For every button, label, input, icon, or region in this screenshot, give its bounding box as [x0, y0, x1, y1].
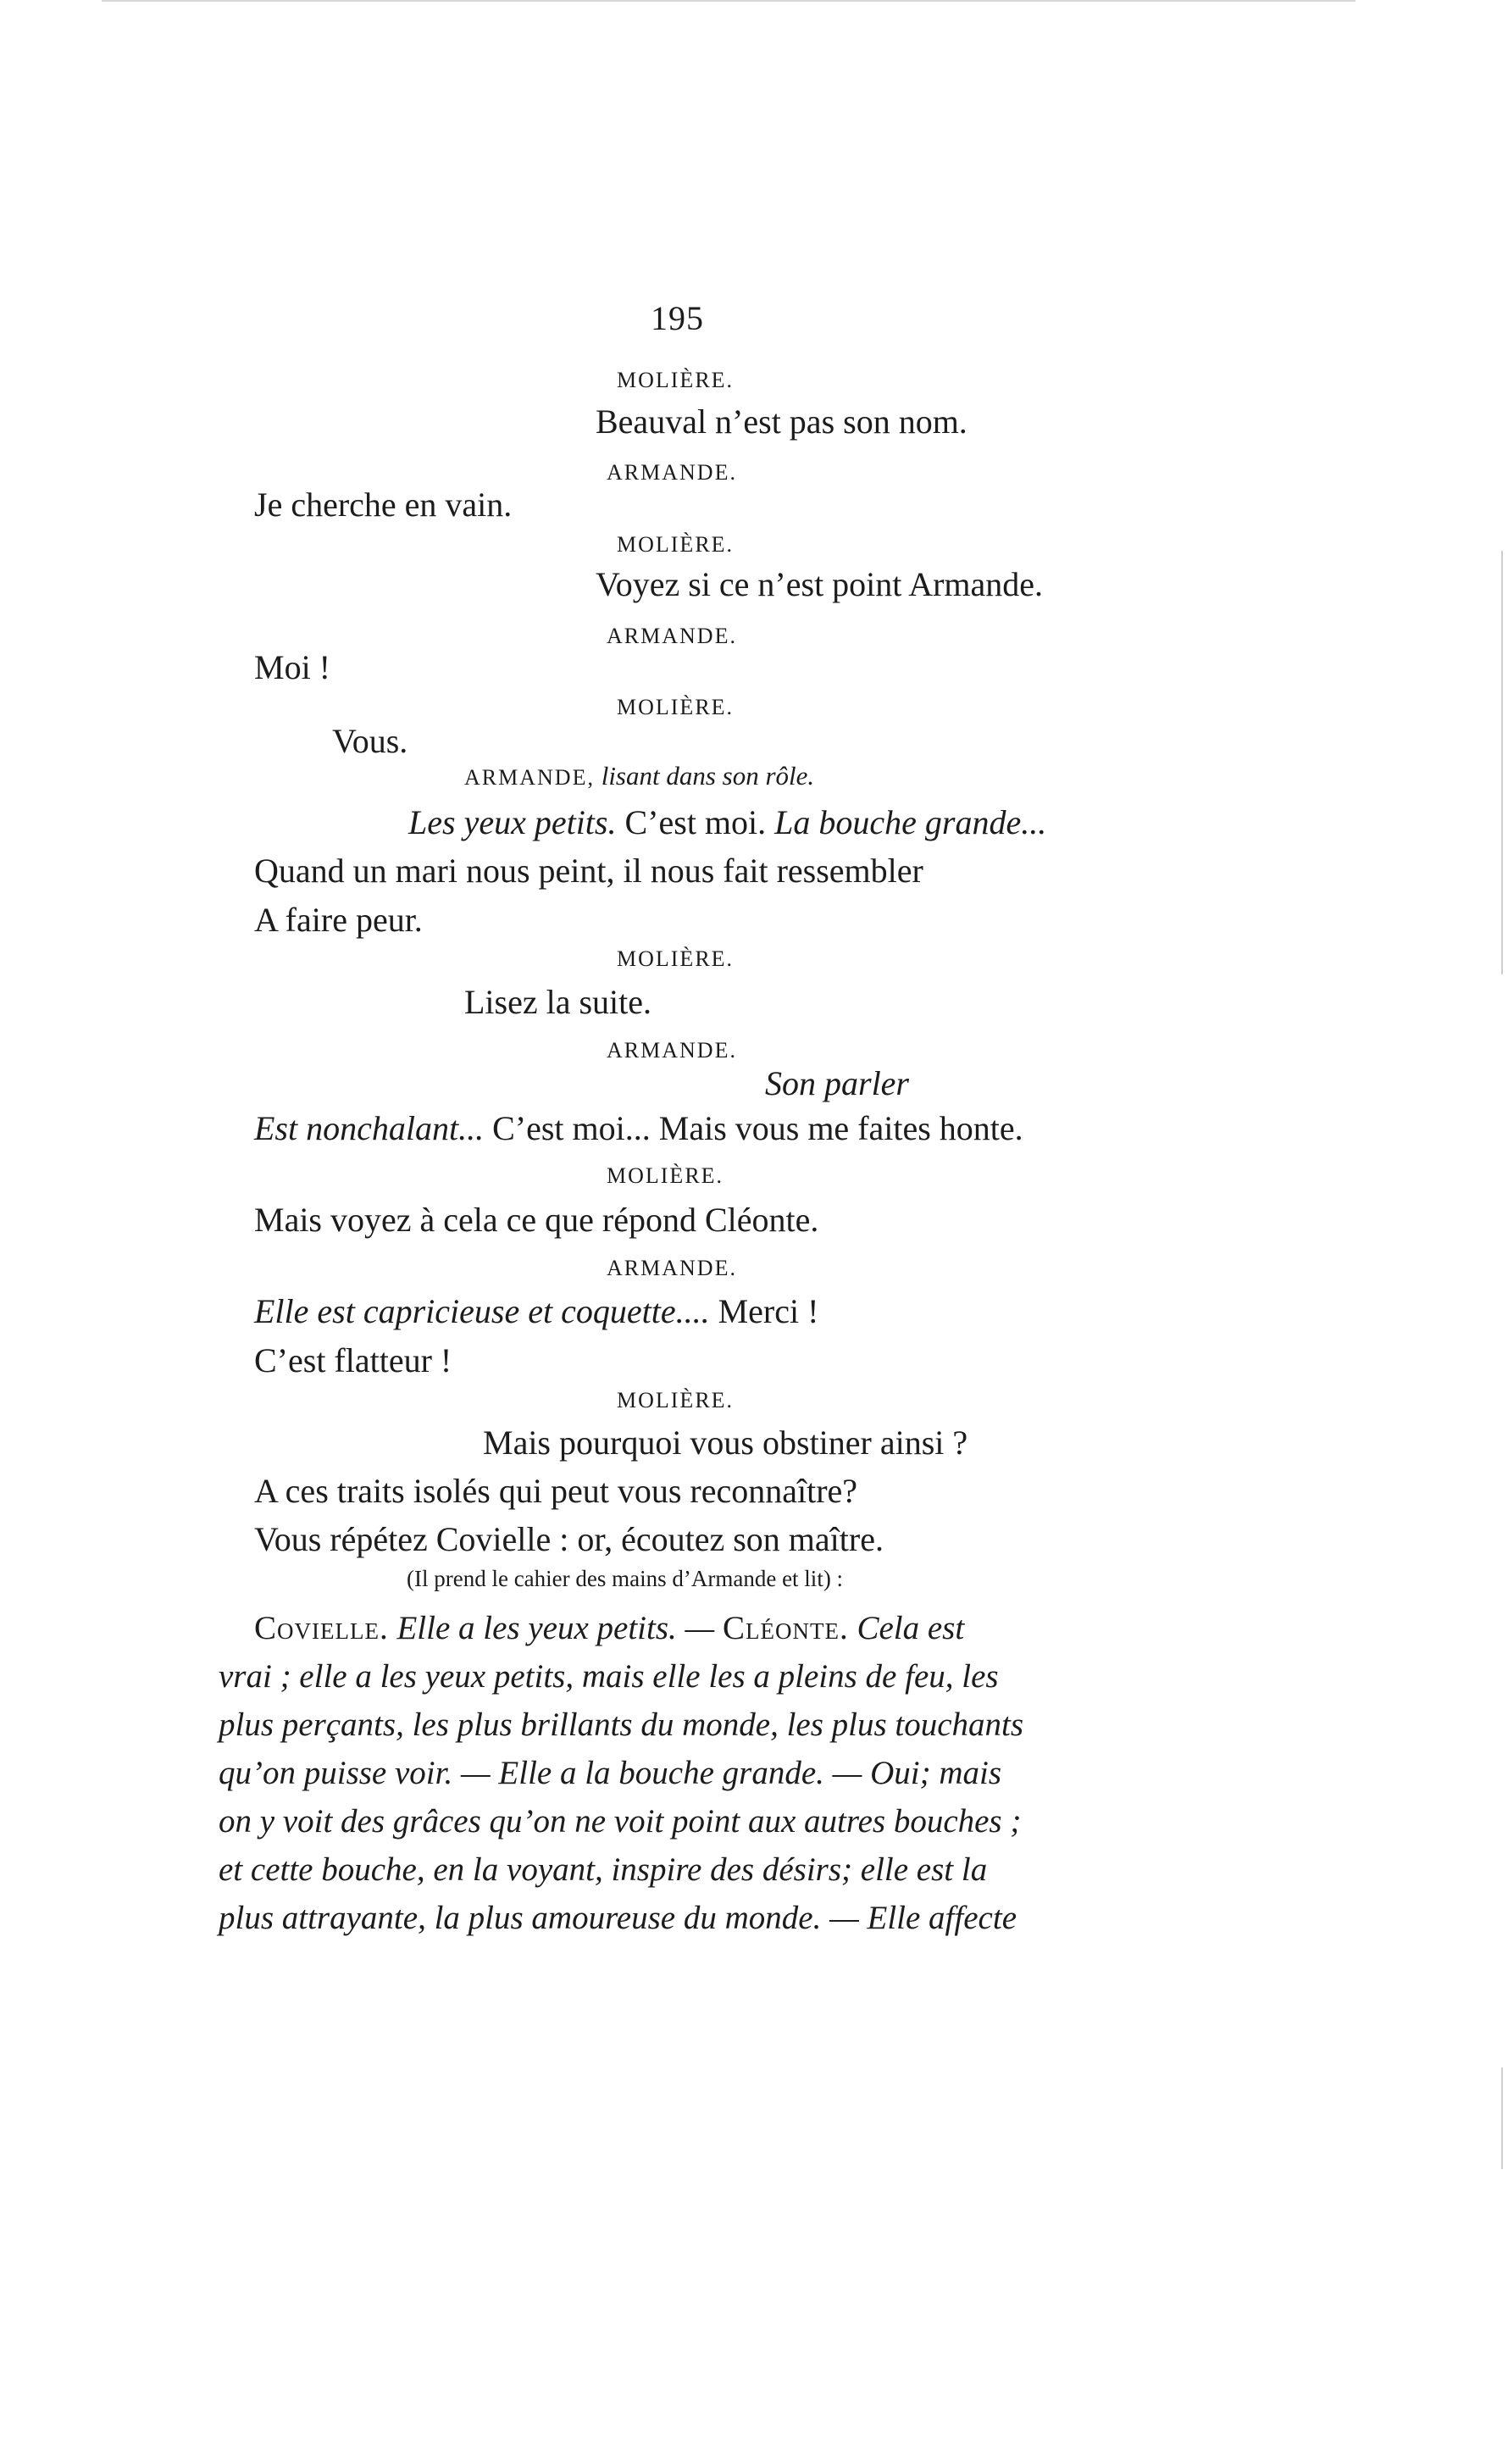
prose-text: Cela est [857, 1610, 965, 1646]
speaker-moliere: MOLIÈRE. [617, 946, 735, 971]
prose-line: on y voit des grâces qu’on ne voit point aux autres bouches ; [219, 1803, 1022, 1840]
prose-line: plus attrayante, la plus amoureuse du monde. — Elle affecte [219, 1900, 1017, 1936]
scan-right-edge-lower [1501, 2067, 1503, 2169]
verse-line: Vous répétez Covielle : or, écoutez son maître. [254, 1520, 884, 1558]
verse-line [254, 1109, 1023, 1147]
verse-line: Quand un mari nous peint, il nous fait ressembler [254, 852, 923, 890]
spoken-text: Merci ! [718, 1292, 819, 1330]
prose-line: et cette bouche, en la voyant, inspire des désirs; elle est la [219, 1851, 988, 1888]
speaker-name: ARMANDE, [464, 765, 595, 790]
speaker-moliere: MOLIÈRE. [617, 368, 735, 392]
speaker-moliere: MOLIÈRE. [617, 1388, 735, 1412]
scan-right-edge [1501, 551, 1503, 974]
quoted-text: Son parler [765, 1064, 909, 1102]
verse-line: Mais voyez à cela ce que répond Cléonte. [254, 1201, 819, 1239]
speaker-moliere: MOLIÈRE. [617, 695, 735, 719]
verse-line: Moi ! [254, 648, 330, 686]
prose-text: Elle a les yeux petits. — [396, 1610, 715, 1646]
page-number: 195 [651, 299, 704, 337]
speaker-armande: ARMANDE. [607, 624, 737, 648]
quoted-text: Les yeux petits. [408, 803, 617, 841]
scan-top-edge [102, 0, 1356, 2]
character-name: Covielle. [254, 1610, 389, 1646]
verse-line: Beauval n’est pas son nom. [596, 402, 967, 441]
verse-line: Lisez la suite. [464, 983, 652, 1021]
prose-line: plus perçants, les plus brillants du monde, les plus touchants [219, 1706, 1024, 1743]
spoken-text: C’est moi. [624, 803, 767, 841]
spoken-text: C’est moi... Mais vous me faites honte. [492, 1109, 1023, 1147]
verse-line: A faire peur. [254, 901, 423, 939]
prose-line [254, 1612, 964, 1645]
verse-line: C’est flatteur ! [254, 1341, 452, 1379]
speaker-moliere: MOLIÈRE. [617, 532, 735, 557]
verse-line: Je cherche en vain. [254, 486, 513, 524]
verse-line: Vous. [332, 722, 408, 760]
prose-line: qu’on puisse voir. — Elle a la bouche grande. — Oui; mais [219, 1755, 1002, 1791]
quoted-text: La bouche grande... [774, 803, 1047, 841]
verse-line: Mais pourquoi vous obstiner ainsi ? [483, 1423, 968, 1462]
verse-line [254, 1292, 819, 1330]
verse-line: Voyez si ce n’est point Armande. [596, 565, 1044, 603]
speaker-armande: ARMANDE. [607, 460, 737, 485]
speaker-armande-reading [464, 763, 814, 789]
speaker-armande: ARMANDE. [607, 1256, 737, 1280]
verse-line: A ces traits isolés qui peut vous reconnaître? [254, 1472, 858, 1510]
stage-direction: lisant dans son rôle. [601, 761, 815, 791]
speaker-moliere: MOLIÈRE. [607, 1163, 724, 1188]
speaker-armande: ARMANDE. [607, 1038, 737, 1063]
stage-direction: (Il prend le cahier des mains d’Armande et lit) : [407, 1566, 844, 1591]
quoted-text: Elle est capricieuse et coquette.... [254, 1292, 710, 1330]
character-name: Cléonte. [722, 1610, 849, 1646]
quoted-text: Est nonchalant... [254, 1109, 485, 1147]
prose-line: vrai ; elle a les yeux petits, mais elle les a pleins de feu, les [219, 1658, 999, 1695]
verse-line [408, 803, 1047, 841]
